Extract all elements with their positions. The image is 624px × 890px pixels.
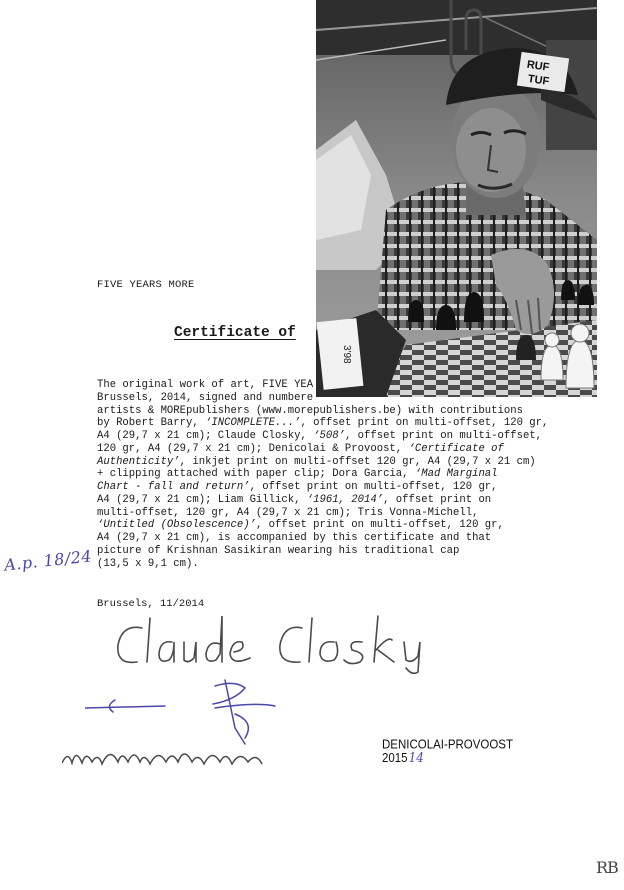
signature-claude-closky bbox=[112, 610, 462, 675]
date-line: Brussels, 11/2014 bbox=[97, 598, 205, 610]
body-line bbox=[97, 417, 567, 430]
body-text-segment: picture of Krishnan Sasikiran wearing his traditional cap bbox=[97, 544, 460, 557]
body-text-segment: by Robert Barry, bbox=[97, 417, 206, 430]
body-line bbox=[97, 443, 567, 456]
body-text-segment: A4 (29,7 x 21 cm); Liam Gillick, bbox=[97, 493, 307, 506]
body-line bbox=[97, 519, 567, 532]
body-text-segment: The original work of art, FIVE YEA bbox=[97, 379, 314, 391]
body-text-segment: , offset print on multi-offset, bbox=[344, 430, 543, 442]
body-line bbox=[97, 545, 567, 558]
score-card-text: 3'98 bbox=[341, 345, 352, 364]
body-text-segment: , offset print on multi-offset, 120 gr, bbox=[300, 417, 549, 430]
body-text-segment: , inkjet print on multi-offset 120 gr, A4 (29,7 x 21 cm) bbox=[179, 455, 536, 468]
certificate-body bbox=[97, 379, 567, 570]
corner-initials: RB bbox=[596, 858, 618, 877]
body-line bbox=[97, 430, 567, 443]
stamp-year: 2015 bbox=[382, 751, 408, 766]
work-title: Chart - fall and return’ bbox=[97, 481, 250, 493]
work-title: ‘INCOMPLETE...’ bbox=[205, 417, 301, 430]
cap-logo-text-bottom: TUF bbox=[527, 73, 550, 88]
body-text-segment: artists & MOREpublishers (www.morepublishers.be) with contributions bbox=[97, 404, 523, 417]
cap-logo-text-top: RUF bbox=[526, 58, 551, 74]
work-title: ‘Untitled (Obsolescence)’ bbox=[97, 519, 256, 532]
body-line bbox=[97, 456, 567, 469]
body-text-segment: , offset print on bbox=[383, 493, 492, 506]
body-text-segment: + clipping attached with paper clip; Dora Garcia, bbox=[97, 468, 415, 481]
artist-stamp bbox=[382, 740, 513, 765]
body-text-segment: (13,5 x 9,1 cm). bbox=[97, 557, 199, 570]
work-title: ‘508’ bbox=[313, 430, 345, 442]
body-text-segment: Brussels, 2014, signed and numbere bbox=[97, 391, 314, 404]
work-title: ‘Mad Marginal bbox=[414, 468, 498, 481]
body-text-segment: 120 gr, A4 (29,7 x 21 cm); Denicolai & Provoost, bbox=[97, 442, 409, 455]
work-title: Authenticity’ bbox=[97, 455, 180, 468]
edition-number: A.p. 18/24 bbox=[3, 546, 93, 575]
body-line bbox=[97, 405, 567, 418]
body-text-segment: A4 (29,7 x 21 cm); Claude Closky, bbox=[97, 430, 314, 442]
stamp-handwritten-mark: 14 bbox=[408, 749, 424, 766]
body-line bbox=[97, 507, 567, 520]
body-text-segment: A4 (29,7 x 21 cm), is accompanied by this certificate and that bbox=[97, 532, 492, 544]
body-line bbox=[97, 494, 567, 507]
work-title: ‘Certificate of bbox=[408, 442, 504, 455]
certificate-title: Certificate of bbox=[174, 325, 296, 341]
body-text-segment: , offset print on multi-offset, 120 gr, bbox=[255, 519, 504, 532]
body-text-segment: , offset print on multi-offset, 120 gr, bbox=[249, 481, 498, 493]
body-text-segment: multi-offset, 120 gr, A4 (29,7 x 21 cm); Tris Vonna-Michell, bbox=[97, 506, 479, 519]
chess-player-photo bbox=[316, 0, 597, 397]
stamp-name: DENICOLAI-PROVOOST bbox=[382, 738, 513, 752]
work-title: ‘1961, 2014’ bbox=[306, 493, 384, 506]
body-line bbox=[97, 481, 567, 494]
body-line bbox=[97, 532, 567, 545]
body-line bbox=[97, 468, 567, 481]
signature-wave bbox=[62, 738, 282, 778]
body-line bbox=[97, 558, 567, 571]
series-heading: FIVE YEARS MORE bbox=[97, 279, 195, 291]
